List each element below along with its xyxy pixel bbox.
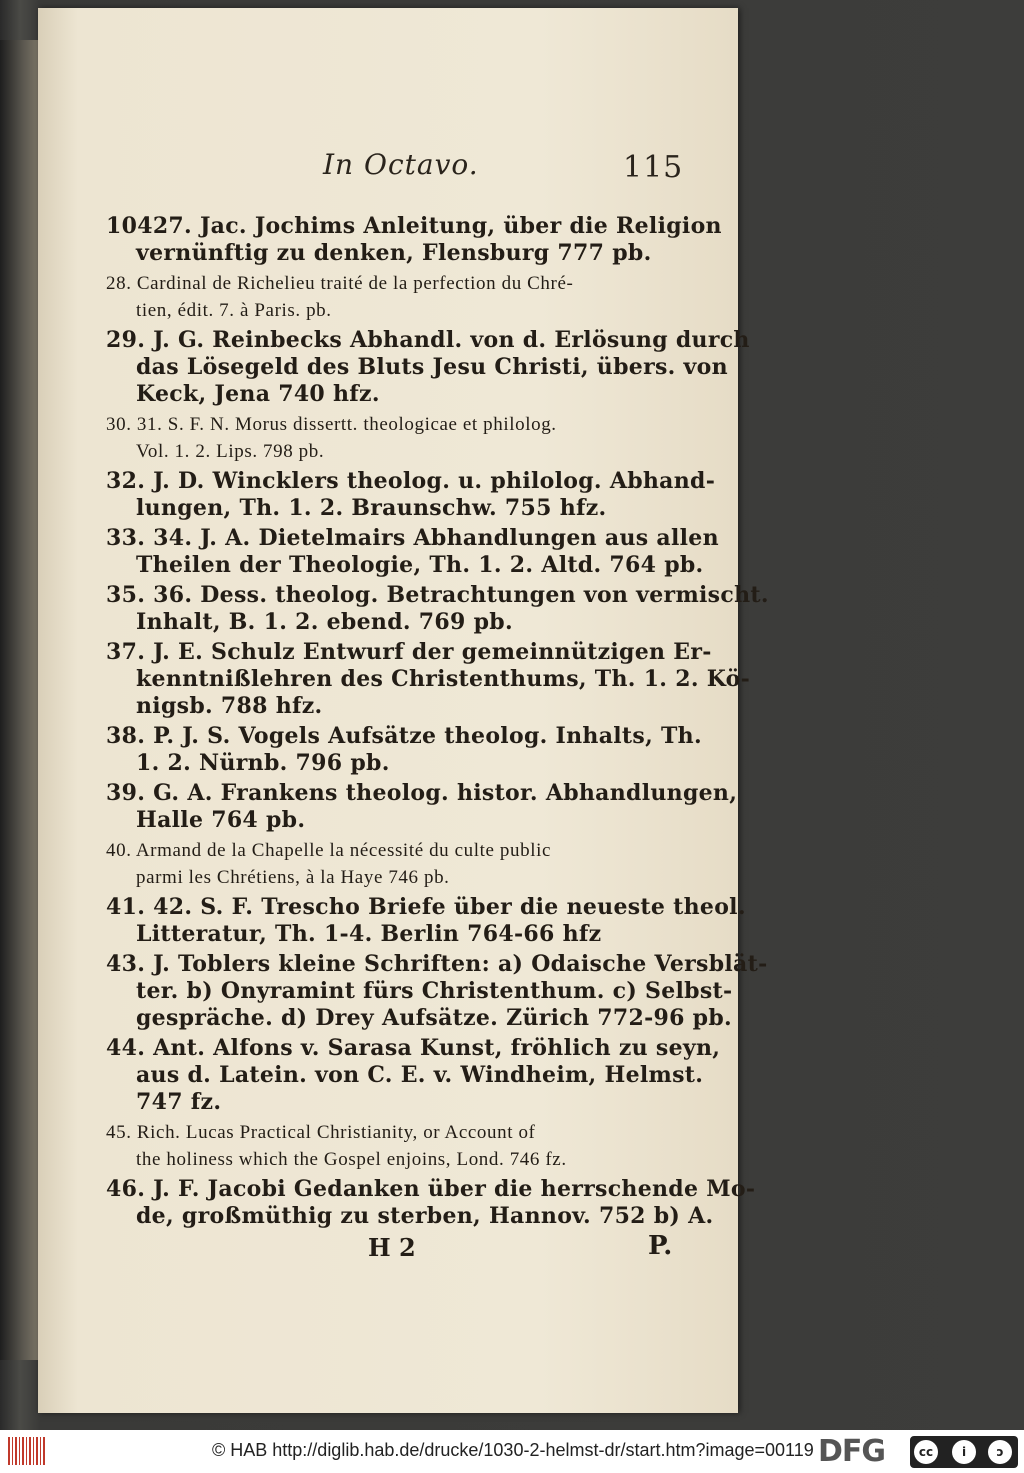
- catalog-entry: [106, 582, 769, 636]
- catalog-entry: [106, 951, 768, 1032]
- by-icon: i: [952, 1440, 976, 1464]
- cc-icon: cc: [914, 1440, 938, 1464]
- entry-line: parmi les Chrétiens, à la Haye 746 pb.: [136, 867, 450, 888]
- running-head: [38, 148, 738, 188]
- entry-line: ter. b) Onyramint fürs Christenthum. c) Selbst-: [136, 978, 733, 1004]
- entry-line: Litteratur, Th. 1-4. Berlin 764-66 hfz: [136, 921, 602, 947]
- entry-line: tien, édit. 7. à Paris. pb.: [136, 300, 332, 321]
- entry-line: lungen, Th. 1. 2. Braunschw. 755 hfz.: [136, 495, 607, 521]
- entry-line: 45. Rich. Lucas Practical Christianity, or Account of: [106, 1122, 536, 1143]
- entry-line: 30. 31. S. F. N. Morus dissertt. theologicae et philolog.: [106, 414, 557, 435]
- entry-line: Vol. 1. 2. Lips. 798 pb.: [136, 441, 325, 462]
- catalog-entry: [106, 411, 706, 465]
- entry-line: 44. Ant. Alfons v. Sarasa Kunst, fröhlich zu seyn,: [106, 1035, 721, 1061]
- catalog-entries: [106, 213, 769, 1233]
- catalog-entry: [106, 894, 746, 948]
- entry-line: das Lösegeld des Bluts Jesu Christi, übers. von: [136, 354, 728, 380]
- catchword: P.: [648, 1231, 673, 1261]
- catalog-entry: [106, 1035, 721, 1116]
- entry-line: nigsb. 788 hfz.: [136, 693, 323, 719]
- entry-line: 35. 36. Dess. theolog. Betrachtungen von vermischt.: [106, 582, 769, 608]
- barcode-icon: [8, 1437, 46, 1465]
- running-title: In Octavo.: [323, 148, 479, 181]
- catalog-entry: [106, 723, 706, 777]
- entry-line: 32. J. D. Wincklers theolog. u. philolog. Abhand-: [106, 468, 716, 494]
- dfg-logo: DFG: [818, 1434, 886, 1469]
- entry-line: Theilen der Theologie, Th. 1. 2. Altd. 764 pb.: [136, 552, 704, 578]
- signature-mark: H 2: [368, 1233, 416, 1262]
- entry-line: 10427. Jac. Jochims Anleitung, über die Religion: [106, 213, 722, 239]
- entry-line: 46. J. F. Jacobi Gedanken über die herrschende Mo-: [106, 1176, 756, 1202]
- entry-line: 40. Armand de la Chapelle la nécessité du culte public: [106, 840, 551, 861]
- entry-line: 43. J. Toblers kleine Schriften: a) Odaische Versblät-: [106, 951, 768, 977]
- page-number: 115: [623, 150, 684, 185]
- entry-line: aus d. Latein. von C. E. v. Windheim, Helmst.: [136, 1062, 704, 1088]
- catalog-entry: [106, 468, 716, 522]
- catalog-entry: [106, 639, 751, 720]
- catalog-entry: [106, 1119, 706, 1173]
- entry-line: 28. Cardinal de Richelieu traité de la perfection du Chré-: [106, 273, 574, 294]
- catalog-entry: [106, 213, 722, 267]
- entry-line: 37. J. E. Schulz Entwurf der gemeinnützigen Er-: [106, 639, 712, 665]
- entry-line: 41. 42. S. F. Trescho Briefe über die neueste theol.: [106, 894, 746, 920]
- entry-line: 38. P. J. S. Vogels Aufsätze theolog. Inhalts, Th.: [106, 723, 702, 749]
- catalog-entry: [106, 1176, 756, 1230]
- catalog-entry: [106, 270, 706, 324]
- book-spine-edge: [0, 40, 38, 1360]
- viewer-footer: [0, 1430, 1024, 1473]
- entry-line: gespräche. d) Drey Aufsätze. Zürich 772-96 pb.: [136, 1005, 733, 1031]
- sa-icon: ↄ: [988, 1440, 1012, 1464]
- catalog-entry: [106, 327, 750, 408]
- entry-line: kenntnißlehren des Christenthums, Th. 1. 2. Kö-: [136, 666, 751, 692]
- entry-line: Inhalt, B. 1. 2. ebend. 769 pb.: [136, 609, 513, 635]
- entry-line: Keck, Jena 740 hfz.: [136, 381, 380, 407]
- catalog-entry: [106, 525, 719, 579]
- source-link[interactable]: © HAB http://diglib.hab.de/drucke/1030-2-helmst-dr/start.htm?image=00119: [212, 1440, 814, 1460]
- license-badge[interactable]: [910, 1436, 1018, 1468]
- entry-line: Halle 764 pb.: [136, 807, 306, 833]
- catalog-entry: [106, 837, 706, 891]
- entry-line: 39. G. A. Frankens theolog. histor. Abhandlungen,: [106, 780, 738, 806]
- entry-line: 33. 34. J. A. Dietelmairs Abhandlungen aus allen: [106, 525, 719, 551]
- book-page: [38, 8, 769, 1413]
- catalog-entry: [106, 780, 738, 834]
- entry-line: vernünftig zu denken, Flensburg 777 pb.: [136, 240, 652, 266]
- entry-line: 1. 2. Nürnb. 796 pb.: [136, 750, 390, 776]
- entry-line: 747 fz.: [136, 1089, 222, 1115]
- entry-line: de, großmüthig zu sterben, Hannov. 752 b) A.: [136, 1203, 714, 1229]
- entry-line: the holiness which the Gospel enjoins, Lond. 746 fz.: [136, 1149, 567, 1170]
- entry-line: 29. J. G. Reinbecks Abhandl. von d. Erlösung durch: [106, 327, 750, 353]
